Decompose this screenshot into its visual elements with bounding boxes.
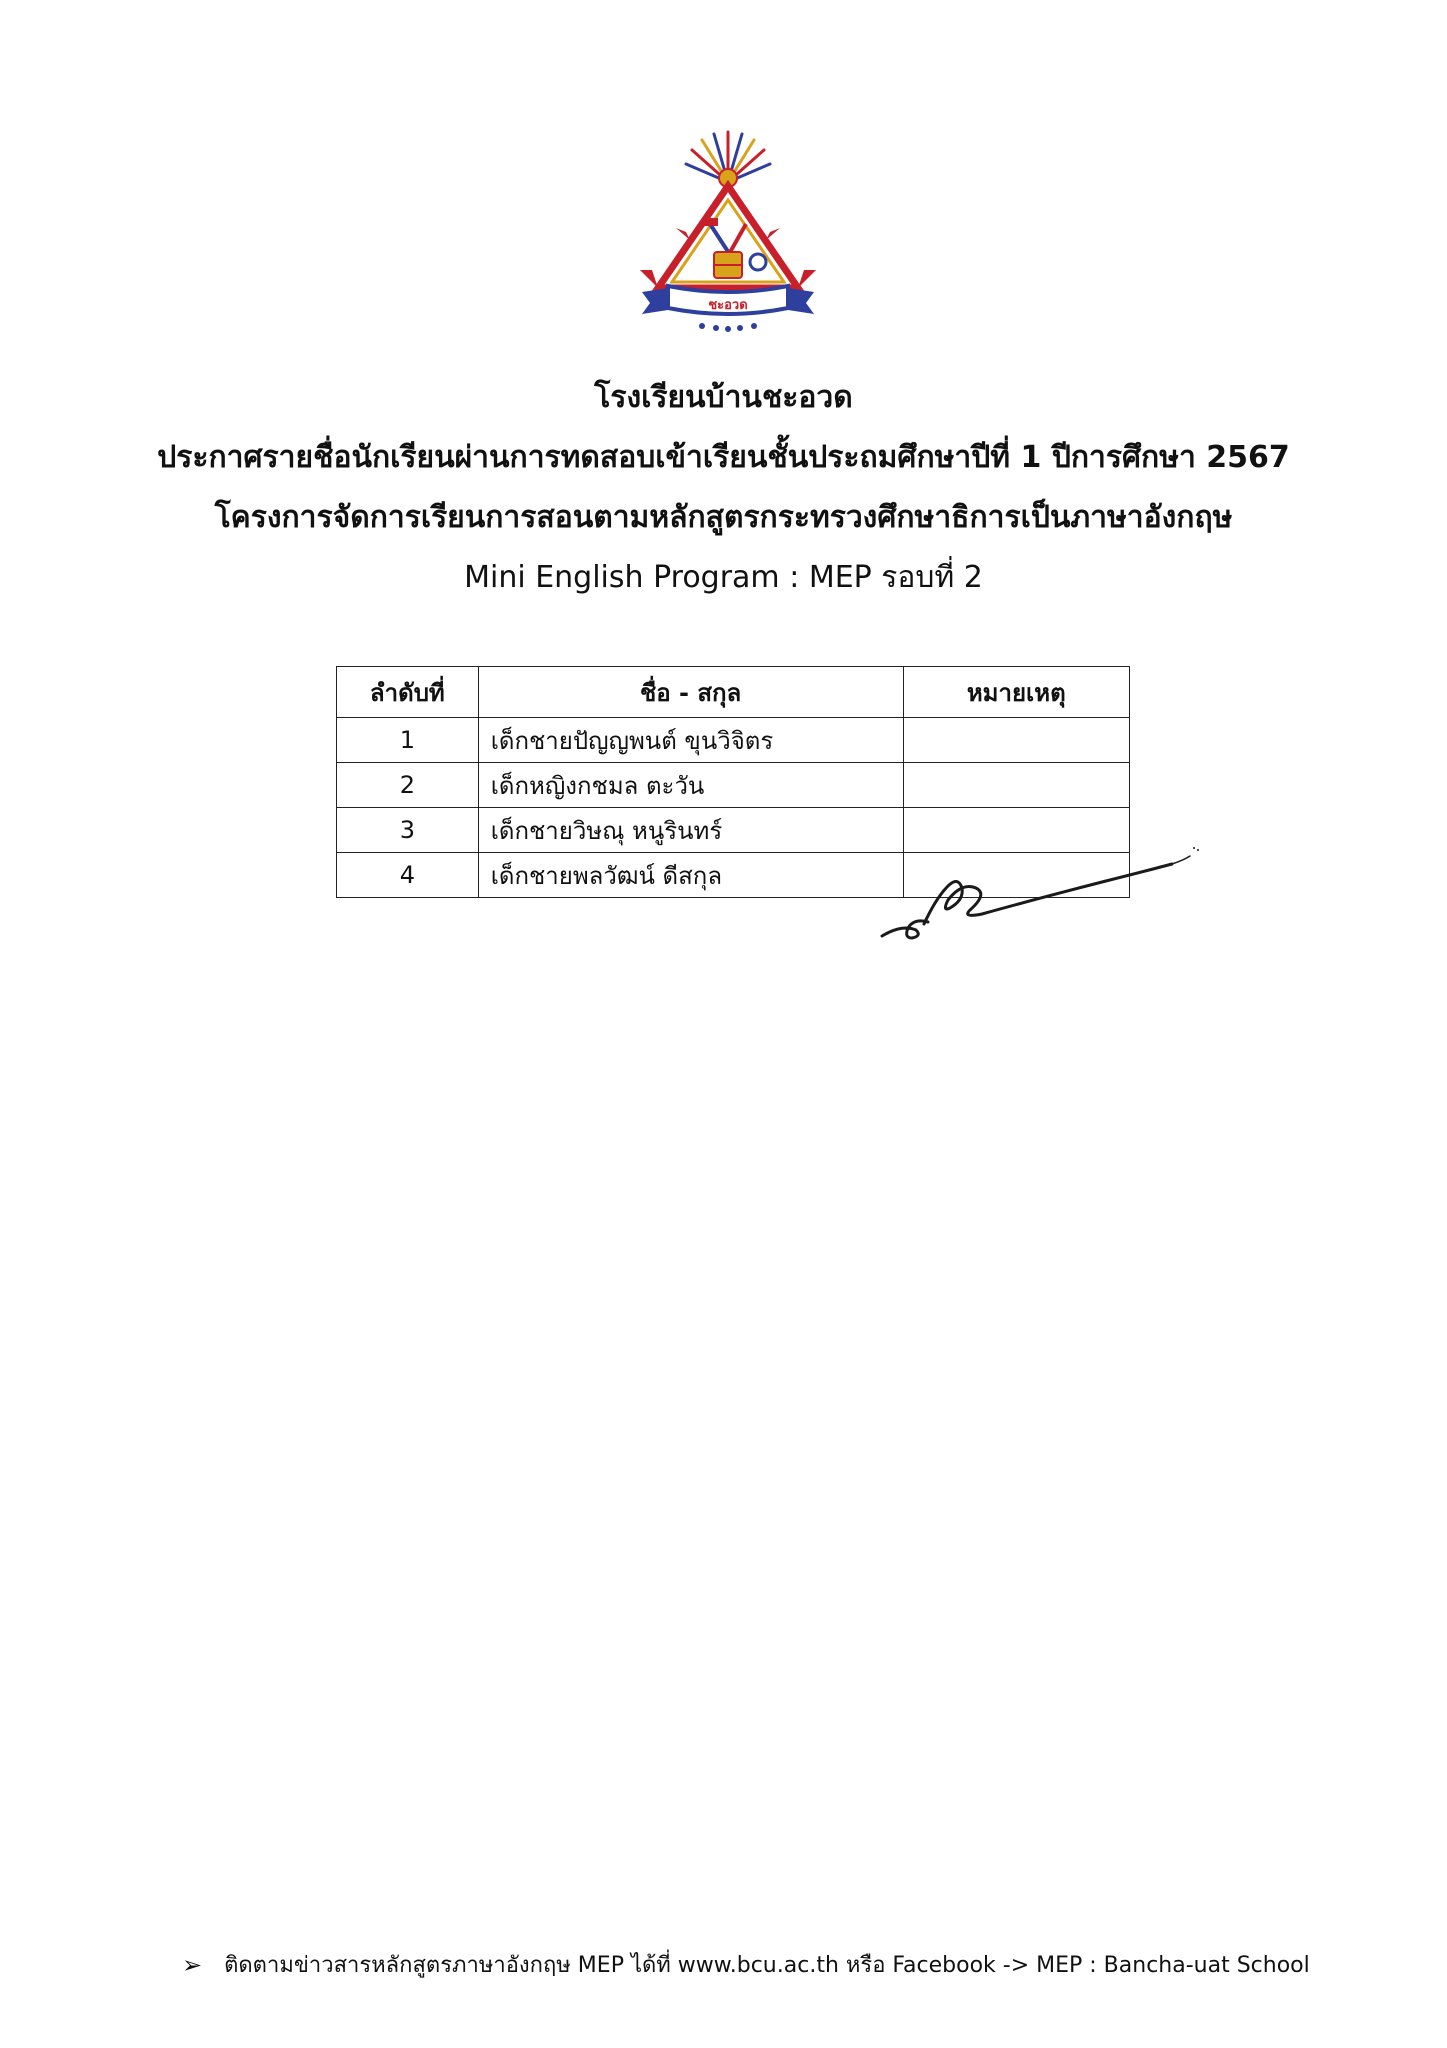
emblem-ornaments bbox=[699, 323, 757, 332]
row-student-name: เด็กชายปัญญพนต์ ขุนวิจิตร bbox=[478, 718, 903, 763]
row-student-name: เด็กชายวิษณุ หนูรินทร์ bbox=[478, 808, 903, 853]
row-student-name: เด็กชายพลวัฒน์ ดีสกุล bbox=[478, 853, 903, 898]
header-order: ลำดับที่ bbox=[337, 667, 479, 718]
footer-note bbox=[182, 1947, 1310, 1982]
emblem-crown bbox=[686, 132, 770, 187]
header-remark: หมายเหตุ bbox=[903, 667, 1129, 718]
footer-text: ติดตามข่าวสารหลักสูตรภาษาอังกฤษ MEP ได้ที่ www.bcu.ac.th หรือ Facebook -> MEP : Bancha-uat School bbox=[224, 1953, 1310, 1978]
announcement-title: ประกาศรายชื่อนักเรียนผ่านการทดสอบเข้าเรียนชั้นประถมศึกษาปีที่ 1 ปีการศึกษา 2567 bbox=[157, 440, 1290, 475]
table-header-row bbox=[337, 667, 1130, 718]
table-row bbox=[337, 763, 1130, 808]
header-name: ชื่อ - สกุล bbox=[478, 667, 903, 718]
row-number: 1 bbox=[337, 718, 479, 763]
row-number: 3 bbox=[337, 808, 479, 853]
row-student-name: เด็กหญิงกชมล ตะวัน bbox=[478, 763, 903, 808]
handwritten-signature bbox=[872, 838, 1202, 948]
announcement-heading bbox=[0, 368, 1447, 608]
row-number: 2 bbox=[337, 763, 479, 808]
program-round: Mini English Program : MEP รอบที่ 2 bbox=[464, 560, 983, 595]
school-emblem-logo bbox=[628, 120, 828, 335]
arrow-bullet-icon: ➢ bbox=[182, 1950, 203, 1979]
row-number: 4 bbox=[337, 853, 479, 898]
row-remark bbox=[903, 718, 1129, 763]
school-name: โรงเรียนบ้านชะอวด bbox=[594, 380, 853, 415]
row-remark bbox=[903, 763, 1129, 808]
table-row bbox=[337, 718, 1130, 763]
emblem-ribbon-text: ชะอวด bbox=[708, 298, 748, 313]
program-title: โครงการจัดการเรียนการสอนตามหลักสูตรกระทรวงศึกษาธิการเป็นภาษาอังกฤษ bbox=[214, 500, 1233, 535]
emblem-ribbon bbox=[642, 286, 814, 314]
